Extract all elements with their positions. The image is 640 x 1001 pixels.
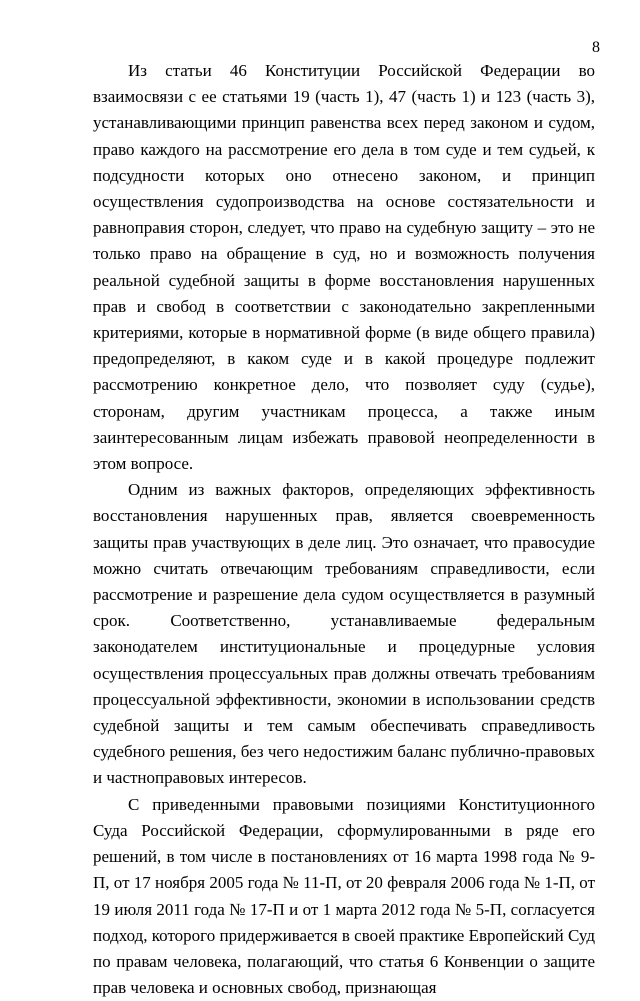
paragraph-3: С приведенными правовыми позициями Конституционного Суда Российской Федерации, сформулированными в ряде его решений, в том числе в постановлениях от 16 марта 1998 года № 9-П, от 17 ноября 2005 года № 11-П, от 20 февраля 2006 года № 1-П, от 19 июля 2011 года № 17-П и от 1 марта 2012 года № 5-П, согласуется подход, которого придерживается в своей практике Европейский Суд по правам человека, полагающий, что статья 6 Конвенции о защите прав человека и основных свобод, признающая	[93, 794, 595, 998]
paragraph-2: Одним из важных факторов, определяющих эффективность восстановления нарушенных прав, является своевременность защиты прав участвующих в деле лиц. Это означает, что правосудие можно считать отвечающим требованиям справедливости, если рассмотрение и разрешение дела судом осуществляется в разумный срок. Соответственно, устанавливаемые федеральным законодателем институциональные и процедурные условия осуществления процессуальных прав должны отвечать требованиям процессуальной эффективности, экономии в использовании средств судебной защиты и тем самым обеспечивать справедливость судебного решения, без чего недостижим баланс публично-правовых и частноправовых интересов.	[93, 480, 595, 788]
paragraph-1: Из статьи 46 Конституции Российской Федерации во взаимосвязи с ее статьями 19 (часть 1), 47 (часть 1) и 123 (часть 3), устанавливающими принцип равенства всех перед законом и судом, право каждого на рассмотрение его дела в том суде и тем судьей, к подсудности которых оно отнесено законом, и принцип осуществления судопроизводства на основе состязательности и равноправия сторон, следует, что право на судебную защиту – это не только право на обращение в суд, но и возможность получения реальной судебной защиты в форме восстановления нарушенных прав и свобод в соответствии с законодательно закрепленными критериями, которые в нормативной форме (в виде общего правила) предопределяют, в каком суде и в какой процедуре подлежит рассмотрению конкретное дело, что позволяет суду (судье), сторонам, другим участникам процесса, а также иным заинтересованным лицам избежать правовой неопределенности в этом вопросе.	[93, 61, 595, 474]
page-number: 8	[592, 39, 600, 56]
document-body	[93, 58, 595, 1001]
